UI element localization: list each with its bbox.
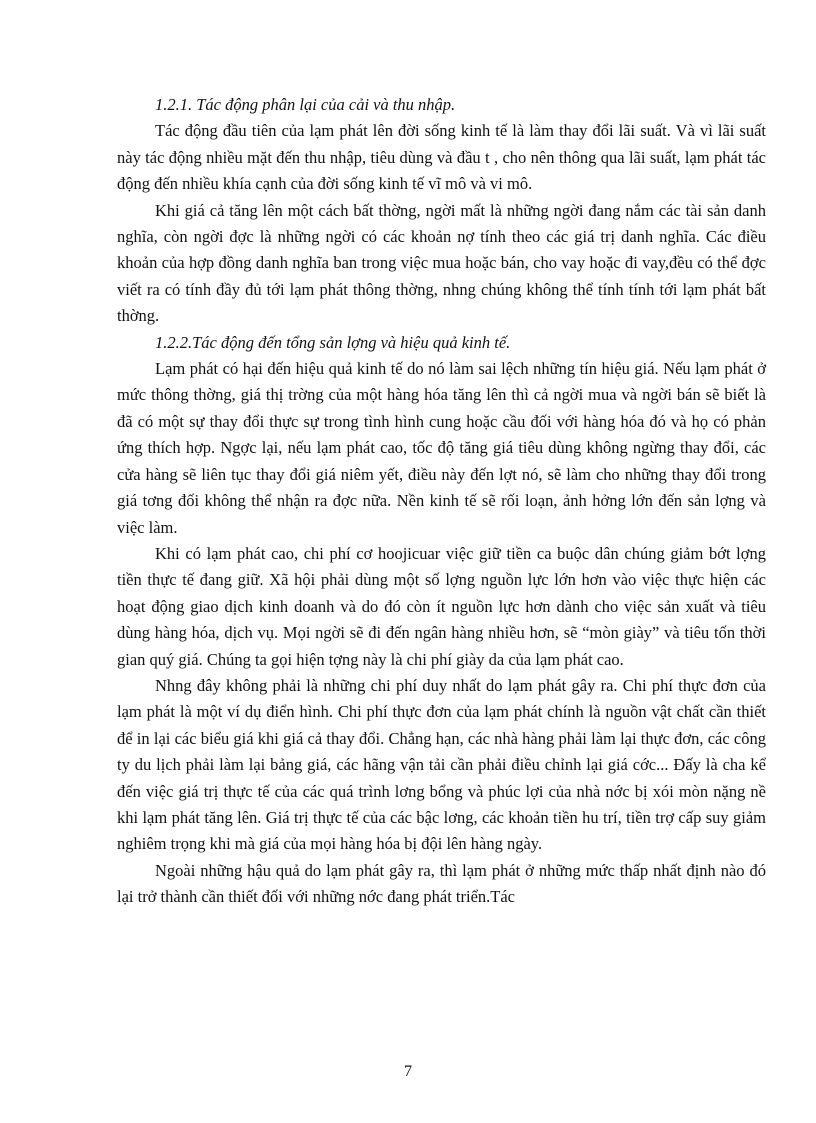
paragraph: Lạm phát có hại đến hiệu quả kinh tế do nó làm sai lệch những tín hiệu giá. Nếu lạm phát ở mức thông thờng, giá thị trờng của một hàng hóa tăng lên thì cả ngời mua và ngời bán sẽ biết là đã có một sự thay đổi thực sự trong tình hình cung hoặc cầu đối với hàng hóa đó và họ có phản ứng thích hợp. Ngợc lại, nếu lạm phát cao, tốc độ tăng giá tiêu dùng không ngừng thay đổi, các cửa hàng sẽ liên tục thay đổi giá niêm yết, điều này đến lợt nó, sẽ làm cho những thay đổi trong giá tơng đối không thể nhận ra đợc nữa. Nền kinh tế sẽ rối loạn, ảnh hởng lớn đến sản lợng và việc làm. xyxy=(117,359,766,537)
paragraph: Nhng đây không phải là những chi phí duy nhất do lạm phát gây ra. Chi phí thực đơn của lạm phát là một ví dụ điển hình. Chi phí thực đơn của lạm phát chính là nguồn vật chất cần thiết để in lại các biểu giá khi giá cả thay đổi. Chẳng hạn, các nhà hàng phải làm lại thực đơn, các công ty du lịch phải làm lại bảng giá, các hãng vận tải cần phải điều chỉnh lại giá cớc... Đấy là cha kể đến việc giá trị thực tế của các quá trình lơng bổng và phúc lợi của nhà nớc bị xói mòn nặng nề khi lạm phát tăng lên. Giá trị thực tế của các bậc lơng, các khoản tiền hu trí, tiền trợ cấp suy giảm nghiêm trọng khi mà giá của mọi hàng hóa bị đội lên hàng ngày. xyxy=(117,675,766,854)
section-heading-1-2-2: 1.2.2.Tác động đến tổng sản lợng và hiệu quả kinh tế. xyxy=(155,332,511,352)
section-heading-1-2-1: 1.2.1. Tác động phân lại của cải và thu nhập. xyxy=(155,95,456,114)
paragraph: Khi có lạm phát cao, chi phí cơ hoojicuar việc giữ tiền ca buộc dân chúng giảm bớt lợng tiền thực tế đang giữ. Xã hội phải dùng một số lợng nguồn lực lớn hơn vào việc thực hiện các hoạt động giao dịch kinh doanh và do đó còn ít nguồn lực hơn dành cho việc sản xuất và tiêu dùng hàng hóa, dịch vụ. Mọi ngời sẽ đi đến ngân hàng nhiều hơn, sẽ “mòn giày” và tiêu tốn thời gian quý giá. Chúng ta gọi hiện tợng này là chi phí giày da của lạm phát cao. xyxy=(117,543,766,669)
paragraph: Khi giá cả tăng lên một cách bất thờng, ngời mất là những ngời đang nắm các tài sản danh nghĩa, còn ngời đợc là những ngời có các khoản nợ tính theo các giá trị danh nghĩa. Các điều khoản của hợp đồng danh nghĩa ban trong việc mua hoặc bán, cho vay hoặc đi vay,đều có thể đợc viết ra có tính đầy đủ tới lạm phát thông thờng, nhng chúng không thể tính tính tới lạm phát bất thờng. xyxy=(117,200,766,326)
paragraph: Ngoài những hậu quả do lạm phát gây ra, thì lạm phát ở những mức thấp nhất định nào đó lại trở thành cần thiết đối với những nớc đang phát triển.Tác xyxy=(117,860,766,907)
page-body xyxy=(117,92,766,911)
page-number: 7 xyxy=(404,1063,412,1080)
paragraph: Tác động đầu tiên của lạm phát lên đời sống kinh tế là làm thay đổi lãi suất. Và vì lãi suất này tác động nhiều mặt đến thu nhập, tiêu dùng và đầu t , cho nên thông qua lãi suất, lạm phát tác động đến nhiều khía cạnh của đời sống kinh tế vĩ mô và vi mô. xyxy=(117,121,766,194)
